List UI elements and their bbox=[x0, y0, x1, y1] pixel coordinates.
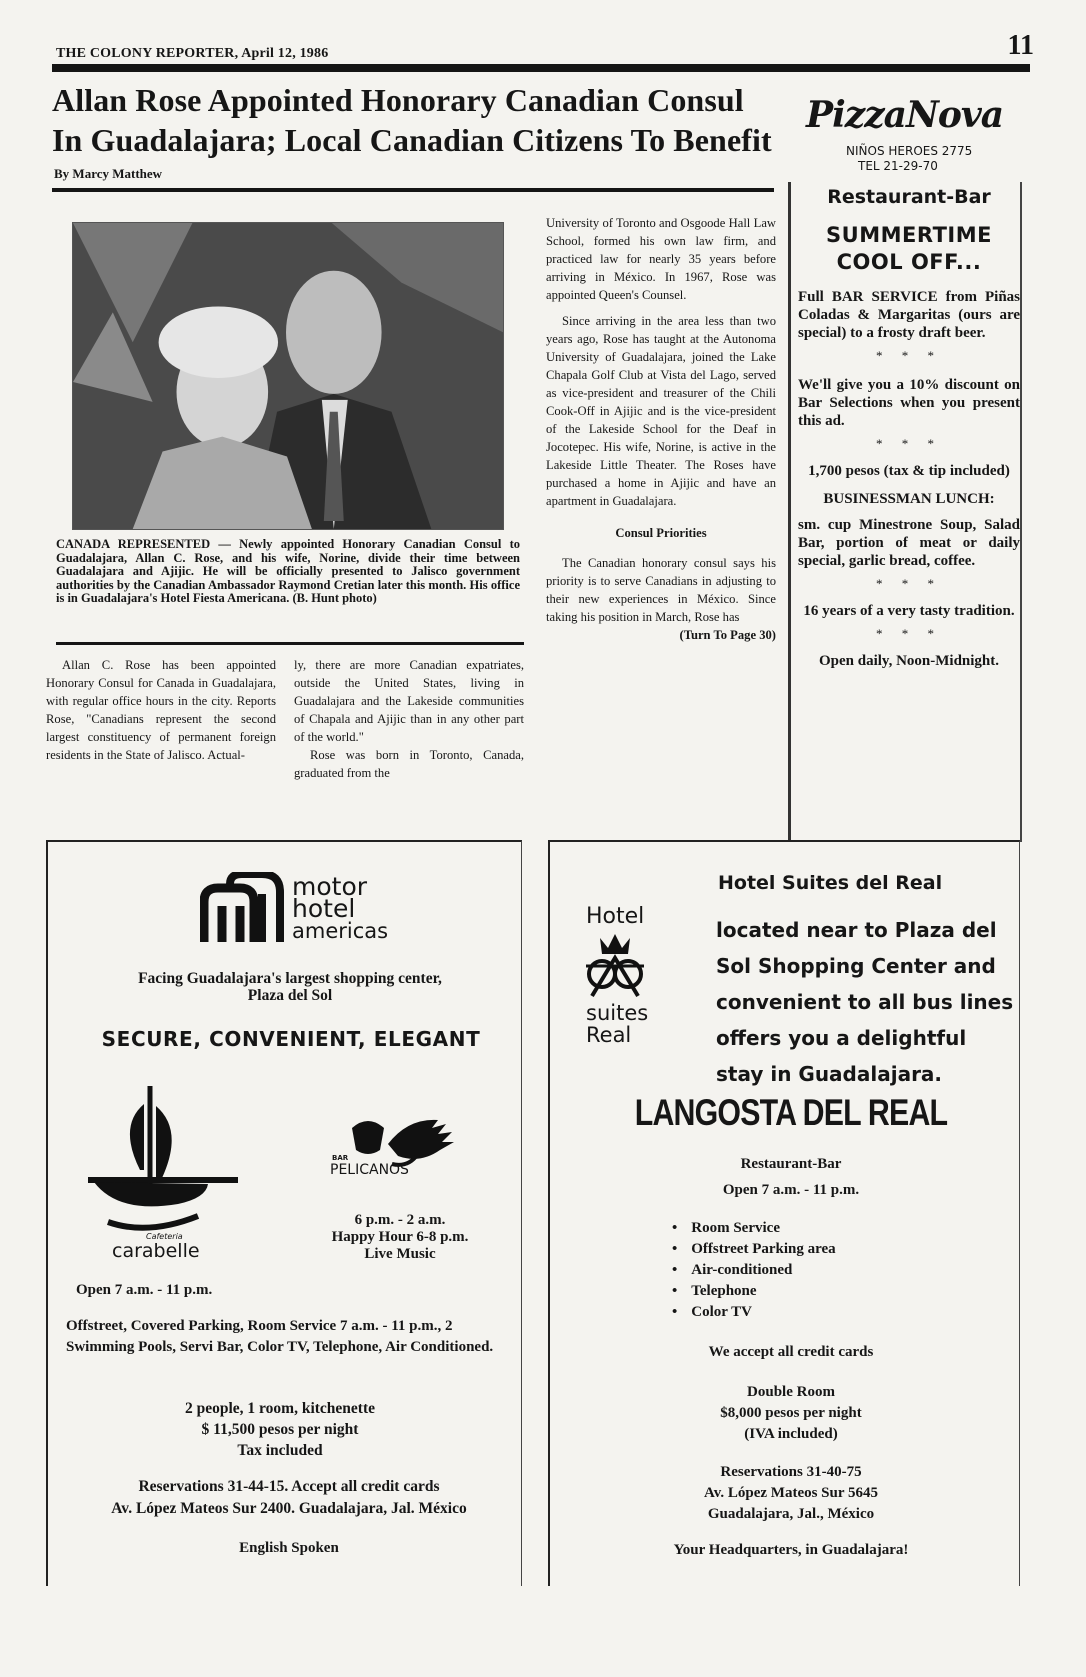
motor-hotel-slogan: SECURE, CONVENIENT, ELEGANT bbox=[101, 1027, 481, 1051]
cool-line-2: COOL OFF... bbox=[836, 250, 982, 274]
hotel-logo-word: Hotel bbox=[586, 904, 645, 929]
list-item: • Telephone bbox=[672, 1281, 836, 1302]
article-photo bbox=[72, 222, 504, 530]
room-rate: $ 11,500 pesos per night bbox=[201, 1421, 359, 1438]
reservations-phone: Reservations 31-40-75 bbox=[720, 1464, 862, 1480]
hotel-suites-price bbox=[560, 1382, 1022, 1445]
hotel-suites-reservations bbox=[560, 1462, 1022, 1525]
pizza-bar-service: Full BAR SERVICE from Piñas Coladas & Margaritas (ours are special) to a frosty draft beer. bbox=[798, 289, 1020, 341]
crown-logo-icon bbox=[580, 930, 650, 1005]
pizza-ad-body bbox=[798, 182, 1020, 670]
caption-rule bbox=[56, 642, 524, 645]
pizza-street: NIÑOS HEROES 2775 bbox=[846, 144, 973, 158]
tax-note: Tax included bbox=[237, 1442, 323, 1459]
pizza-tradition: 16 years of a very tasty tradition. bbox=[803, 603, 1015, 619]
hotel-word: hotel bbox=[292, 894, 356, 923]
article-headline bbox=[52, 80, 792, 160]
suites-logo-word: suites bbox=[586, 1001, 649, 1025]
article-column-2 bbox=[294, 656, 524, 782]
photo-caption: CANADA REPRESENTED — Newly appointed Honorary Canadian Consul to Guadalajara, Allan C. Rose, and his wife, Norine, divide their time between Guadalajara and Ajijic. He will be officially presented to Jalisco government authorities by the Canadian Ambassador Raymond Cretian later this month. His office is in Guadalajara's Hotel Fiesta Americana. (B. Hunt photo) bbox=[56, 537, 520, 606]
address-city: Guadalajara, Jal., México bbox=[707, 1506, 875, 1522]
motor-hotel-address: Av. López Mateos Sur 2400. Guadalajara, Jal. México bbox=[111, 1500, 467, 1517]
pizza-ad-left-border bbox=[788, 182, 791, 842]
room-price: $8,000 pesos per night bbox=[720, 1405, 862, 1421]
list-item: • Air-conditioned bbox=[672, 1260, 836, 1281]
suites-real-logo bbox=[586, 1002, 648, 1046]
masthead-rule bbox=[52, 64, 1030, 72]
article-column-3 bbox=[546, 214, 776, 644]
divider-dots: * * * bbox=[876, 576, 942, 591]
article-column-1 bbox=[46, 656, 276, 764]
motor-hotel-reservations bbox=[60, 1476, 518, 1520]
hotel-suites-description: located near to Plaza del Sol Shopping Center and convenient to all bus lines offers you a delightful stay in Guadalajara. bbox=[716, 918, 1014, 1086]
carabelle-name: carabelle bbox=[112, 1240, 200, 1262]
cool-line-1: SUMMERTIME bbox=[826, 223, 992, 247]
bar-label: BAR bbox=[332, 1154, 349, 1162]
pizza-ad-right-border bbox=[1020, 182, 1022, 842]
room-tax: (IVA included) bbox=[744, 1426, 838, 1442]
credit-cards-note: We accept all credit cards bbox=[708, 1344, 874, 1360]
pizza-lunch-title: BUSINESSMAN LUNCH: bbox=[823, 491, 995, 507]
cafeteria-label: Cafeteria bbox=[146, 1232, 183, 1241]
room-description: 2 people, 1 room, kitchenette bbox=[185, 1400, 375, 1417]
divider-dots: * * * bbox=[876, 626, 942, 641]
pizza-cool-off bbox=[798, 222, 1020, 276]
column-2-text-b: Rose was born in Toronto, Canada, graduated from the bbox=[294, 748, 524, 780]
pizza-restaurant-bar: Restaurant-Bar bbox=[827, 186, 991, 208]
column-1-text: Allan C. Rose has been appointed Honorary Consul for Canada in Guadalajara, with regular office hours in the city. Reports Rose, "Canadians represent the second largest constituency of permanent foreign residents in the State of Jalisco. Actual- bbox=[46, 658, 276, 762]
pizza-open: Open daily, Noon-Midnight. bbox=[818, 653, 1000, 669]
list-item: • Offstreet Parking area bbox=[672, 1239, 836, 1260]
carabelle-ship-icon bbox=[88, 1086, 248, 1241]
divider-dots: * * * bbox=[876, 436, 942, 451]
pizza-address bbox=[846, 144, 972, 174]
live-music: Live Music bbox=[364, 1246, 436, 1262]
photo-illustration bbox=[73, 223, 503, 529]
langosta-restaurant-bar: Restaurant-Bar bbox=[740, 1156, 842, 1172]
room-type: Double Room bbox=[747, 1384, 835, 1400]
headline-line-2: In Guadalajara; Local Canadian Citizens To Benefit bbox=[52, 122, 772, 158]
hotel-features-list bbox=[672, 1218, 836, 1323]
column-2-text: ly, there are more Canadian expatriates, outside the United States, living in Guadalajara and the Lakeside communities of Chapala and Ajijic than in any other part of the world." bbox=[294, 658, 524, 744]
motor-hotel-location: Facing Guadalajara's largest shopping center, Plaza del Sol bbox=[138, 970, 442, 1004]
address-street: Av. López Mateos Sur 5645 bbox=[703, 1485, 879, 1501]
motor-hotel-name bbox=[292, 872, 389, 943]
motor-hotel-amenities: Offstreet, Covered Parking, Room Service 7 a.m. - 11 p.m., 2 Swimming Pools, Servi Bar, Color TV, Telephone, Air Conditioned. bbox=[66, 1318, 494, 1355]
headline-line-1: Allan Rose Appointed Honorary Canadian Consul bbox=[52, 82, 744, 118]
happy-hour: Happy Hour 6-8 p.m. bbox=[331, 1229, 469, 1245]
list-item: • Room Service bbox=[672, 1218, 836, 1239]
pizza-nova-logo: PizzaNova bbox=[806, 94, 1004, 136]
headquarters-tagline: Your Headquarters, in Guadalajara! bbox=[673, 1542, 909, 1558]
pizza-phone: TEL 21-29-70 bbox=[858, 159, 938, 173]
masthead-title: THE COLONY REPORTER, April 12, 1986 bbox=[56, 46, 329, 61]
reservations-line: Reservations 31-44-15. Accept all credit cards bbox=[138, 1478, 440, 1495]
column-3-text-a: University of Toronto and Osgoode Hall Law School, formed his own law firm, and practiced law for nearly 35 years before arriving in México. In 1967, Rose was appointed Queen's Counsel. bbox=[546, 216, 776, 302]
pelicanos-hours bbox=[300, 1212, 500, 1263]
consul-priorities-subhead: Consul Priorities bbox=[615, 526, 707, 540]
pizza-discount: We'll give you a 10% discount on Bar Selections when you present this ad. bbox=[798, 377, 1020, 429]
pelicanos-name: PELICANOS bbox=[330, 1162, 409, 1178]
column-3-text-b: Since arriving in the area less than two years ago, Rose has taught at the Autonoma University of Guadalajara, joined the Lake Chapala Golf Club at Vista del Lago, served as vice-president and treasurer of the Chili Cook-Off in Ajijic and is the vice-president of the Lakeside School for the Deaf in Jocotepec. His wife, Norine, is active in the Lakeside Little Theater. The Roses have purchased a home in Ajijic and have an apartment in Guadalajara. bbox=[546, 314, 776, 508]
pizza-lunch-menu: sm. cup Minestrone Soup, Salad Bar, portion of meat or daily special, garlic bread, coffee. bbox=[798, 517, 1020, 569]
list-item: • Color TV bbox=[672, 1302, 836, 1323]
english-spoken: English Spoken bbox=[239, 1540, 339, 1556]
hotel-suites-title: Hotel Suites del Real bbox=[718, 872, 943, 894]
divider-dots: * * * bbox=[876, 348, 942, 363]
pizza-price: 1,700 pesos (tax & tip included) bbox=[808, 463, 1010, 479]
turn-to-page: (Turn To Page 30) bbox=[679, 628, 776, 642]
real-logo-word: Real bbox=[586, 1023, 632, 1047]
column-3-text-c: The Canadian honorary consul says his priority is to serve Canadians in adjusting to their new experiences in México. Since taking his position in March, Rose has bbox=[546, 556, 776, 624]
motor-hotel-logo-icon bbox=[200, 872, 288, 951]
byline: By Marcy Matthew bbox=[54, 166, 163, 181]
page-number: 11 bbox=[1007, 30, 1034, 61]
langosta-open-hours: Open 7 a.m. - 11 p.m. bbox=[722, 1182, 860, 1198]
americas-word: americas bbox=[292, 919, 389, 943]
headline-rule bbox=[52, 188, 774, 192]
langosta-del-real-title: LANGOSTA DEL REAL bbox=[634, 1092, 948, 1133]
carabelle-open-hours: Open 7 a.m. - 11 p.m. bbox=[76, 1282, 213, 1298]
motor-word: motor bbox=[292, 872, 368, 901]
motor-hotel-price bbox=[140, 1398, 420, 1461]
pelicanos-time: 6 p.m. - 2 a.m. bbox=[354, 1212, 446, 1228]
